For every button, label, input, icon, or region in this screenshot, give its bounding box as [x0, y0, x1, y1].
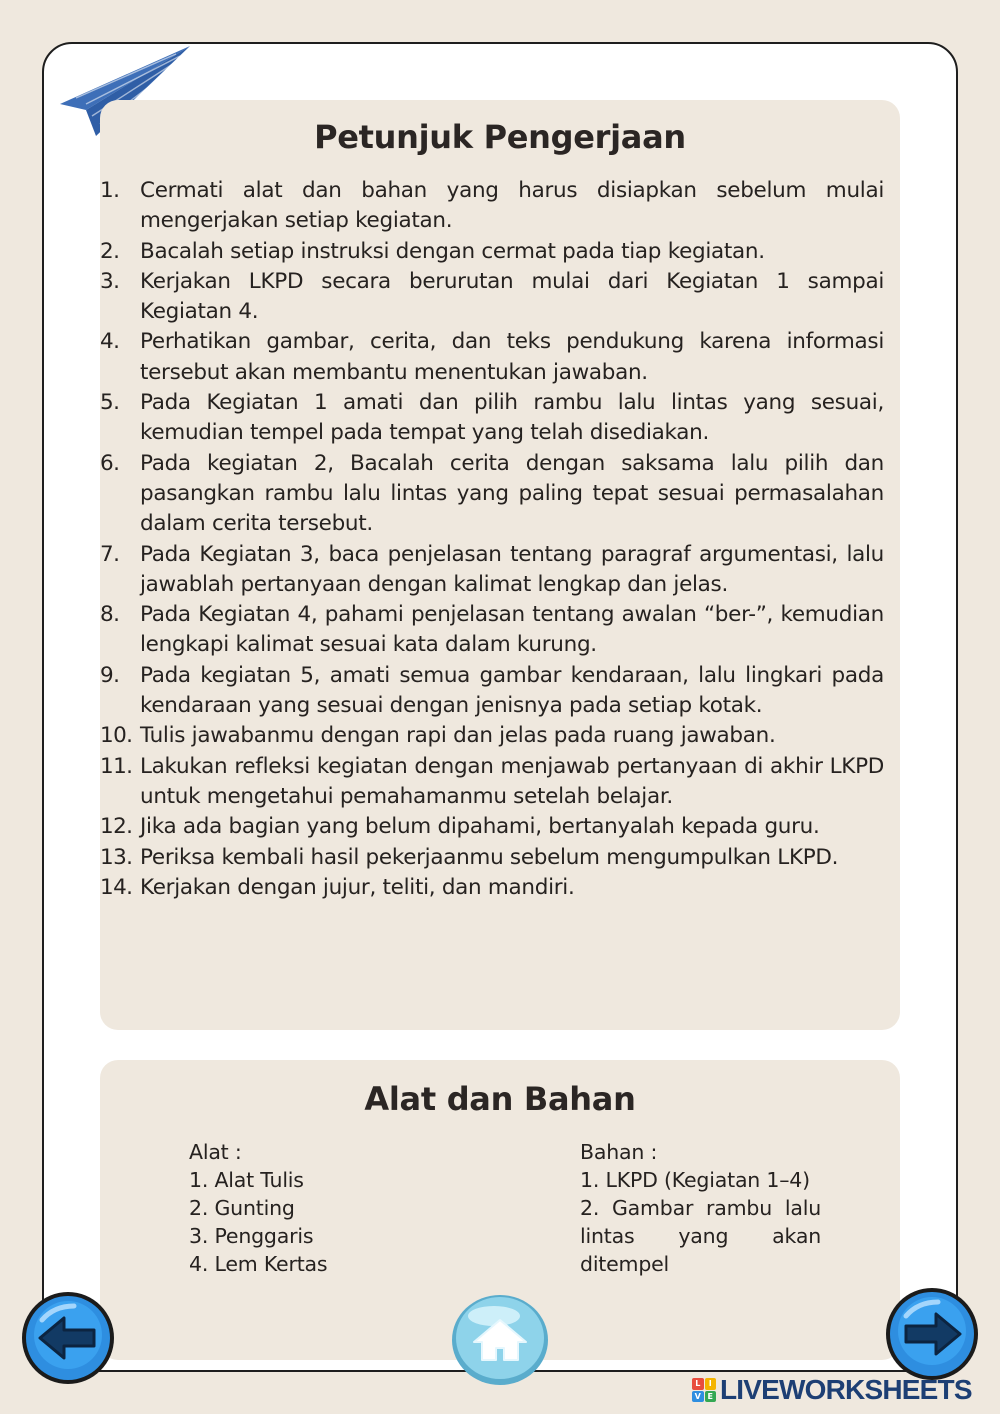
instructions-list — [100, 176, 884, 903]
instruction-item — [100, 237, 884, 267]
instruction-number: 1. — [100, 178, 120, 203]
instruction-text: Kerjakan dengan jujur, teliti, dan mandiri. — [140, 874, 575, 900]
instruction-item — [100, 267, 884, 328]
instruction-text: Cermati alat dan bahan yang harus disiapkan sebelum mulai mengerjakan setiap kegiatan. — [140, 178, 884, 234]
instruction-item — [100, 812, 884, 842]
alat-item: 1. Alat Tulis — [189, 1168, 304, 1192]
instruction-number: 12. — [100, 814, 133, 840]
alat-column — [189, 1138, 489, 1278]
instruction-item — [100, 388, 884, 449]
instruction-text: Pada Kegiatan 4, pahami penjelasan tentang awalan “ber-”, kemudian lengkapi kalimat sesuai kata dalam kurung. — [140, 602, 884, 658]
instruction-number: 2. — [100, 238, 120, 264]
instruction-number: 4. — [100, 329, 120, 355]
bahan-item: 2. Gambar rambu lalu lintas yang akan ditempel — [580, 1196, 821, 1276]
next-page-button[interactable] — [884, 1286, 980, 1382]
instruction-number: 11. — [100, 753, 133, 779]
bahan-item: 1. LKPD (Kegiatan 1–4) — [580, 1168, 810, 1192]
instruction-number: 8. — [100, 602, 120, 628]
instruction-item — [100, 600, 884, 661]
instruction-text: Pada kegiatan 2, Bacalah cerita dengan saksama lalu pilih dan pasangkan rambu lalu lintas yang paling tepat sesuai permasalahan dalam cerita tersebut. — [140, 450, 884, 537]
alat-item: 3. Penggaris — [189, 1224, 314, 1248]
logo-letter: E — [705, 1391, 717, 1403]
instruction-item — [100, 752, 884, 813]
liveworksheets-logo-icon — [692, 1378, 716, 1402]
instruction-number: 14. — [100, 874, 133, 900]
instruction-item — [100, 721, 884, 751]
liveworksheets-brand[interactable] — [692, 1374, 972, 1406]
instruction-number: 3. — [100, 268, 120, 294]
instruction-item — [100, 661, 884, 722]
instruction-text: Lakukan refleksi kegiatan dengan menjawab pertanyaan di akhir LKPD untuk mengetahui pemahamanmu setelah belajar. — [140, 753, 884, 809]
instruction-text: Tulis jawabanmu dengan rapi dan jelas pada ruang jawaban. — [140, 723, 776, 749]
instruction-item — [100, 176, 884, 237]
instruction-text: Kerjakan LKPD secara berurutan mulai dari Kegiatan 1 sampai Kegiatan 4. — [140, 268, 884, 325]
instruction-number: 9. — [100, 662, 120, 688]
logo-letter: L — [692, 1378, 704, 1390]
instruction-text: Pada kegiatan 5, amati semua gambar kendaraan, lalu lingkari pada kendaraan yang sesuai dengan jenisnya pada setiap kotak. — [140, 662, 884, 719]
instruction-number: 10. — [100, 723, 133, 749]
instruction-text: Jika ada bagian yang belum dipahami, bertanyalah kepada guru. — [140, 814, 820, 840]
instruction-number: 6. — [100, 450, 120, 476]
instruction-text: Bacalah setiap instruksi dengan cermat pada tiap kegiatan. — [140, 238, 765, 264]
home-button[interactable] — [450, 1292, 550, 1388]
instruction-item — [100, 873, 884, 903]
alat-item: 2. Gunting — [189, 1196, 295, 1220]
materials-title: Alat dan Bahan — [364, 1080, 636, 1118]
instruction-item — [100, 843, 884, 873]
instruction-item — [100, 327, 884, 388]
instructions-title: Petunjuk Pengerjaan — [314, 118, 686, 156]
alat-heading: Alat : — [189, 1140, 242, 1164]
bahan-column — [580, 1138, 821, 1278]
instruction-item — [100, 449, 884, 540]
brand-name: LIVEWORKSHEETS — [720, 1374, 972, 1405]
instruction-number: 13. — [100, 844, 133, 870]
instruction-text: Periksa kembali hasil pekerjaanmu sebelum mengumpulkan LKPD. — [140, 844, 839, 870]
instruction-number: 7. — [100, 541, 120, 567]
instruction-text: Pada Kegiatan 3, baca penjelasan tentang paragraf argumentasi, lalu jawablah pertanyaan dengan kalimat lengkap dan jelas. — [140, 541, 884, 597]
previous-page-button[interactable] — [20, 1290, 116, 1386]
alat-item: 4. Lem Kertas — [189, 1252, 328, 1276]
bahan-heading: Bahan : — [580, 1140, 658, 1164]
instruction-text: Pada Kegiatan 1 amati dan pilih rambu lalu lintas yang sesuai, kemudian tempel pada tempat yang telah disediakan. — [140, 390, 884, 446]
instruction-item — [100, 540, 884, 601]
logo-letter: I — [705, 1378, 717, 1390]
instruction-number: 5. — [100, 390, 120, 416]
logo-letter: V — [692, 1391, 704, 1403]
instruction-text: Perhatikan gambar, cerita, dan teks pendukung karena informasi tersebut akan membantu menentukan jawaban. — [140, 329, 884, 385]
